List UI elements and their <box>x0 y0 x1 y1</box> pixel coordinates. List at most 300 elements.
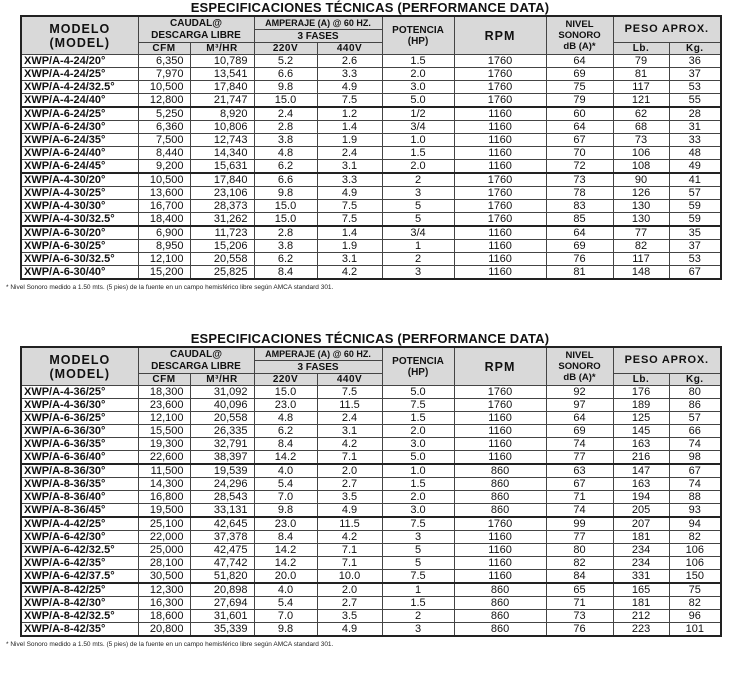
amp-440-cell: 1.4 <box>317 121 382 134</box>
lb-cell: 331 <box>613 570 669 584</box>
lb-cell: 189 <box>613 399 669 412</box>
model-cell: XWP/A-6-30/32.5° <box>21 253 138 266</box>
rpm-cell: 1160 <box>454 557 546 570</box>
hp-cell: 1.5 <box>382 55 454 68</box>
amp-220-cell: 6.2 <box>254 425 317 438</box>
lb-cell: 163 <box>613 438 669 451</box>
kg-cell: 37 <box>669 240 721 253</box>
header-caudal: CAUDAL@ <box>138 347 254 361</box>
kg-cell: 48 <box>669 147 721 160</box>
amp-220-cell: 15.0 <box>254 386 317 399</box>
amp-440-cell: 2.7 <box>317 597 382 610</box>
amp-220-cell: 6.6 <box>254 173 317 187</box>
model-cell: XWP/A-6-42/30° <box>21 531 138 544</box>
table-row <box>21 94 721 108</box>
cfm-cell: 25,000 <box>138 544 190 557</box>
hp-cell: 5 <box>382 200 454 213</box>
lb-cell: 81 <box>613 68 669 81</box>
model-cell: XWP/A-4-30/20° <box>21 173 138 187</box>
amp-220-cell: 23.0 <box>254 517 317 531</box>
m3hr-cell: 20,558 <box>190 253 254 266</box>
table-row <box>21 107 721 121</box>
header-220v: 220V <box>254 374 317 386</box>
hp-cell: 5 <box>382 213 454 227</box>
amp-220-cell: 9.8 <box>254 81 317 94</box>
cfm-cell: 28,100 <box>138 557 190 570</box>
m3hr-cell: 42,645 <box>190 517 254 531</box>
m3hr-cell: 23,106 <box>190 187 254 200</box>
m3hr-cell: 32,791 <box>190 438 254 451</box>
lb-cell: 73 <box>613 134 669 147</box>
rpm-cell: 1760 <box>454 94 546 108</box>
hp-cell: 1.5 <box>382 597 454 610</box>
lb-cell: 234 <box>613 544 669 557</box>
rpm-cell: 1160 <box>454 253 546 266</box>
hp-cell: 5.0 <box>382 451 454 465</box>
db-cell: 73 <box>546 610 613 623</box>
model-cell: XWP/A-6-24/40° <box>21 147 138 160</box>
amp-440-cell: 7.5 <box>317 200 382 213</box>
model-cell: XWP/A-8-36/40° <box>21 491 138 504</box>
hp-cell: 2 <box>382 173 454 187</box>
rpm-cell: 860 <box>454 464 546 478</box>
cfm-cell: 8,950 <box>138 240 190 253</box>
amp-440-cell: 4.9 <box>317 81 382 94</box>
m3hr-cell: 24,296 <box>190 478 254 491</box>
amp-440-cell: 7.1 <box>317 451 382 465</box>
amp-220-cell: 2.8 <box>254 226 317 240</box>
model-cell: XWP/A-6-36/35° <box>21 438 138 451</box>
model-cell: XWP/A-4-36/25° <box>21 386 138 399</box>
model-cell: XWP/A-8-36/30° <box>21 464 138 478</box>
table-row <box>21 464 721 478</box>
kg-cell: 96 <box>669 610 721 623</box>
lb-cell: 207 <box>613 517 669 531</box>
kg-cell: 82 <box>669 597 721 610</box>
hp-cell: 2.0 <box>382 425 454 438</box>
rpm-cell: 1760 <box>454 187 546 200</box>
model-cell: XWP/A-6-24/25° <box>21 107 138 121</box>
amp-220-cell: 3.8 <box>254 240 317 253</box>
header-m3hr: M³/HR <box>190 43 254 55</box>
amp-220-cell: 8.4 <box>254 531 317 544</box>
cfm-cell: 20,800 <box>138 623 190 637</box>
cfm-cell: 6,350 <box>138 55 190 68</box>
db-cell: 75 <box>546 81 613 94</box>
hp-cell: 2.0 <box>382 491 454 504</box>
amp-440-cell: 4.2 <box>317 438 382 451</box>
header-amperaje: AMPERAJE (A) @ 60 HZ. <box>254 347 382 361</box>
model-cell: XWP/A-4-24/25° <box>21 68 138 81</box>
rpm-cell: 1160 <box>454 438 546 451</box>
table-row <box>21 253 721 266</box>
rpm-cell: 1760 <box>454 200 546 213</box>
lb-cell: 121 <box>613 94 669 108</box>
table-row <box>21 544 721 557</box>
model-cell: XWP/A-8-42/32.5° <box>21 610 138 623</box>
m3hr-cell: 13,541 <box>190 68 254 81</box>
amp-440-cell: 3.5 <box>317 491 382 504</box>
kg-cell: 66 <box>669 425 721 438</box>
model-cell: XWP/A-6-42/32.5° <box>21 544 138 557</box>
cfm-cell: 6,900 <box>138 226 190 240</box>
db-cell: 74 <box>546 438 613 451</box>
rpm-cell: 1160 <box>454 121 546 134</box>
table-row <box>21 173 721 187</box>
model-cell: XWP/A-4-30/32.5° <box>21 213 138 227</box>
model-cell: XWP/A-8-42/25° <box>21 583 138 597</box>
cfm-cell: 10,500 <box>138 81 190 94</box>
db-cell: 97 <box>546 399 613 412</box>
hp-cell: 5.0 <box>382 94 454 108</box>
amp-220-cell: 20.0 <box>254 570 317 584</box>
table-row <box>21 478 721 491</box>
amp-220-cell: 4.8 <box>254 147 317 160</box>
rpm-cell: 860 <box>454 478 546 491</box>
m3hr-cell: 10,789 <box>190 55 254 68</box>
cfm-cell: 14,300 <box>138 478 190 491</box>
rpm-cell: 1160 <box>454 147 546 160</box>
db-cell: 69 <box>546 240 613 253</box>
rpm-cell: 1160 <box>454 226 546 240</box>
kg-cell: 101 <box>669 623 721 637</box>
rpm-cell: 1160 <box>454 107 546 121</box>
header-potencia: POTENCIA (HP) <box>382 16 454 55</box>
amp-440-cell: 7.5 <box>317 213 382 227</box>
hp-cell: 1.0 <box>382 464 454 478</box>
rpm-cell: 1160 <box>454 544 546 557</box>
amp-440-cell: 2.7 <box>317 478 382 491</box>
model-cell: XWP/A-4-30/30° <box>21 200 138 213</box>
amp-440-cell: 7.1 <box>317 557 382 570</box>
m3hr-cell: 26,335 <box>190 425 254 438</box>
db-cell: 81 <box>546 266 613 280</box>
amp-440-cell: 3.3 <box>317 68 382 81</box>
lb-cell: 117 <box>613 81 669 94</box>
section-title: ESPECIFICACIONES TÉCNICAS (PERFORMANCE DATA) <box>190 331 550 346</box>
db-cell: 79 <box>546 94 613 108</box>
hp-cell: 3 <box>382 187 454 200</box>
db-cell: 84 <box>546 570 613 584</box>
rpm-cell: 1760 <box>454 173 546 187</box>
m3hr-cell: 20,558 <box>190 412 254 425</box>
amp-220-cell: 7.0 <box>254 610 317 623</box>
cfm-cell: 12,800 <box>138 94 190 108</box>
kg-cell: 106 <box>669 557 721 570</box>
rpm-cell: 1760 <box>454 68 546 81</box>
amp-440-cell: 4.2 <box>317 531 382 544</box>
db-cell: 80 <box>546 544 613 557</box>
m3hr-cell: 31,092 <box>190 386 254 399</box>
rpm-cell: 1160 <box>454 266 546 280</box>
kg-cell: 80 <box>669 386 721 399</box>
m3hr-cell: 10,806 <box>190 121 254 134</box>
amp-220-cell: 6.6 <box>254 68 317 81</box>
amp-220-cell: 15.0 <box>254 200 317 213</box>
amp-440-cell: 2.0 <box>317 583 382 597</box>
db-cell: 69 <box>546 425 613 438</box>
lb-cell: 176 <box>613 386 669 399</box>
header-potencia: POTENCIA (HP) <box>382 347 454 386</box>
rpm-cell: 1160 <box>454 160 546 174</box>
m3hr-cell: 35,339 <box>190 623 254 637</box>
table-row <box>21 425 721 438</box>
kg-cell: 59 <box>669 213 721 227</box>
model-cell: XWP/A-8-36/45° <box>21 504 138 518</box>
db-cell: 65 <box>546 583 613 597</box>
db-cell: 76 <box>546 253 613 266</box>
m3hr-cell: 17,840 <box>190 173 254 187</box>
model-cell: XWP/A-8-36/35° <box>21 478 138 491</box>
amp-440-cell: 4.2 <box>317 266 382 280</box>
header-220v: 220V <box>254 43 317 55</box>
cfm-cell: 12,100 <box>138 412 190 425</box>
lb-cell: 165 <box>613 583 669 597</box>
cfm-cell: 25,100 <box>138 517 190 531</box>
amp-440-cell: 10.0 <box>317 570 382 584</box>
header-440v: 440V <box>317 43 382 55</box>
table-row <box>21 160 721 174</box>
cfm-cell: 7,970 <box>138 68 190 81</box>
amp-440-cell: 4.9 <box>317 504 382 518</box>
spec-table <box>20 15 722 280</box>
m3hr-cell: 8,920 <box>190 107 254 121</box>
footnote: * Nivel Sonoro medido a 1.50 mts. (5 pies) de la fuente en un campo hemisférico libre según AMCA standard 301. <box>6 284 334 291</box>
db-cell: 71 <box>546 491 613 504</box>
kg-cell: 98 <box>669 451 721 465</box>
rpm-cell: 1760 <box>454 55 546 68</box>
table-row <box>21 491 721 504</box>
model-cell: XWP/A-6-24/30° <box>21 121 138 134</box>
m3hr-cell: 14,340 <box>190 147 254 160</box>
model-cell: XWP/A-6-36/40° <box>21 451 138 465</box>
amp-220-cell: 4.8 <box>254 412 317 425</box>
model-cell: XWP/A-4-30/25° <box>21 187 138 200</box>
db-cell: 71 <box>546 597 613 610</box>
hp-cell: 2.0 <box>382 160 454 174</box>
cfm-cell: 10,500 <box>138 173 190 187</box>
lb-cell: 82 <box>613 240 669 253</box>
table-row <box>21 531 721 544</box>
header-lb: Lb. <box>613 43 669 55</box>
rpm-cell: 1760 <box>454 399 546 412</box>
hp-cell: 1/2 <box>382 107 454 121</box>
m3hr-cell: 40,096 <box>190 399 254 412</box>
amp-220-cell: 5.4 <box>254 597 317 610</box>
spec-section-2 <box>6 331 720 649</box>
m3hr-cell: 31,601 <box>190 610 254 623</box>
m3hr-cell: 28,543 <box>190 491 254 504</box>
db-cell: 60 <box>546 107 613 121</box>
lb-cell: 126 <box>613 187 669 200</box>
lb-cell: 181 <box>613 531 669 544</box>
cfm-cell: 16,800 <box>138 491 190 504</box>
hp-cell: 1.5 <box>382 147 454 160</box>
hp-cell: 3 <box>382 266 454 280</box>
cfm-cell: 19,500 <box>138 504 190 518</box>
hp-cell: 7.5 <box>382 399 454 412</box>
amp-440-cell: 7.5 <box>317 94 382 108</box>
header-rpm: RPM <box>454 347 546 386</box>
amp-440-cell: 3.1 <box>317 160 382 174</box>
cfm-cell: 11,500 <box>138 464 190 478</box>
header-amperaje: AMPERAJE (A) @ 60 HZ. <box>254 16 382 30</box>
db-cell: 85 <box>546 213 613 227</box>
kg-cell: 67 <box>669 464 721 478</box>
amp-220-cell: 2.4 <box>254 107 317 121</box>
model-cell: XWP/A-6-30/25° <box>21 240 138 253</box>
cfm-cell: 22,000 <box>138 531 190 544</box>
amp-220-cell: 23.0 <box>254 399 317 412</box>
kg-cell: 53 <box>669 253 721 266</box>
kg-cell: 53 <box>669 81 721 94</box>
amp-440-cell: 1.9 <box>317 240 382 253</box>
rpm-cell: 1760 <box>454 517 546 531</box>
kg-cell: 59 <box>669 200 721 213</box>
hp-cell: 5 <box>382 557 454 570</box>
hp-cell: 1.0 <box>382 134 454 147</box>
lb-cell: 194 <box>613 491 669 504</box>
lb-cell: 108 <box>613 160 669 174</box>
spec-table <box>20 346 722 637</box>
kg-cell: 35 <box>669 226 721 240</box>
lb-cell: 234 <box>613 557 669 570</box>
model-cell: XWP/A-4-24/32.5° <box>21 81 138 94</box>
lb-cell: 212 <box>613 610 669 623</box>
hp-cell: 5.0 <box>382 386 454 399</box>
m3hr-cell: 47,742 <box>190 557 254 570</box>
hp-cell: 7.5 <box>382 570 454 584</box>
kg-cell: 41 <box>669 173 721 187</box>
lb-cell: 90 <box>613 173 669 187</box>
table-row <box>21 623 721 637</box>
db-cell: 74 <box>546 504 613 518</box>
db-cell: 73 <box>546 173 613 187</box>
hp-cell: 3.0 <box>382 438 454 451</box>
cfm-cell: 16,300 <box>138 597 190 610</box>
m3hr-cell: 31,262 <box>190 213 254 227</box>
amp-220-cell: 5.4 <box>254 478 317 491</box>
amp-440-cell: 3.5 <box>317 610 382 623</box>
spec-section-1 <box>6 0 720 292</box>
kg-cell: 49 <box>669 160 721 174</box>
cfm-cell: 7,500 <box>138 134 190 147</box>
kg-cell: 93 <box>669 504 721 518</box>
table-row <box>21 451 721 465</box>
header-cfm: CFM <box>138 374 190 386</box>
amp-440-cell: 3.1 <box>317 425 382 438</box>
hp-cell: 3/4 <box>382 226 454 240</box>
m3hr-cell: 17,840 <box>190 81 254 94</box>
rpm-cell: 1160 <box>454 425 546 438</box>
kg-cell: 36 <box>669 55 721 68</box>
rpm-cell: 1160 <box>454 531 546 544</box>
header-peso: PESO APROX. <box>613 347 721 374</box>
kg-cell: 57 <box>669 187 721 200</box>
header-descarga: DESCARGA LIBRE <box>138 30 254 43</box>
table-row <box>21 68 721 81</box>
db-cell: 64 <box>546 226 613 240</box>
amp-220-cell: 6.2 <box>254 160 317 174</box>
amp-440-cell: 7.5 <box>317 386 382 399</box>
amp-440-cell: 3.1 <box>317 253 382 266</box>
header-model: MODELO (MODEL) <box>21 347 138 386</box>
hp-cell: 3 <box>382 623 454 637</box>
amp-440-cell: 1.4 <box>317 226 382 240</box>
header-fases: 3 FASES <box>254 30 382 43</box>
m3hr-cell: 38,397 <box>190 451 254 465</box>
table-row <box>21 610 721 623</box>
rpm-cell: 860 <box>454 623 546 637</box>
kg-cell: 28 <box>669 107 721 121</box>
kg-cell: 57 <box>669 412 721 425</box>
db-cell: 67 <box>546 134 613 147</box>
table-row <box>21 517 721 531</box>
table-row <box>21 121 721 134</box>
m3hr-cell: 33,131 <box>190 504 254 518</box>
kg-cell: 31 <box>669 121 721 134</box>
m3hr-cell: 15,206 <box>190 240 254 253</box>
lb-cell: 130 <box>613 200 669 213</box>
cfm-cell: 18,400 <box>138 213 190 227</box>
header-descarga: DESCARGA LIBRE <box>138 361 254 374</box>
amp-220-cell: 14.2 <box>254 557 317 570</box>
hp-cell: 1 <box>382 240 454 253</box>
footnote: * Nivel Sonoro medido a 1.50 mts. (5 pies) de la fuente en un campo hemisférico libre según AMCA standard 301. <box>6 641 334 648</box>
header-440v: 440V <box>317 374 382 386</box>
kg-cell: 55 <box>669 94 721 108</box>
model-cell: XWP/A-6-24/45° <box>21 160 138 174</box>
m3hr-cell: 37,378 <box>190 531 254 544</box>
hp-cell: 1.5 <box>382 478 454 491</box>
amp-440-cell: 1.2 <box>317 107 382 121</box>
hp-cell: 3/4 <box>382 121 454 134</box>
table-row <box>21 583 721 597</box>
model-cell: XWP/A-4-24/40° <box>21 94 138 108</box>
table-row <box>21 81 721 94</box>
table-row <box>21 147 721 160</box>
rpm-cell: 1160 <box>454 134 546 147</box>
kg-cell: 88 <box>669 491 721 504</box>
lb-cell: 125 <box>613 412 669 425</box>
model-cell: XWP/A-6-30/20° <box>21 226 138 240</box>
table-row <box>21 399 721 412</box>
m3hr-cell: 11,723 <box>190 226 254 240</box>
kg-cell: 74 <box>669 478 721 491</box>
kg-cell: 37 <box>669 68 721 81</box>
rpm-cell: 860 <box>454 583 546 597</box>
table-row <box>21 266 721 280</box>
table-row <box>21 226 721 240</box>
header-rpm: RPM <box>454 16 546 55</box>
cfm-cell: 6,360 <box>138 121 190 134</box>
amp-440-cell: 2.4 <box>317 147 382 160</box>
m3hr-cell: 27,694 <box>190 597 254 610</box>
model-cell: XWP/A-6-42/37.5° <box>21 570 138 584</box>
lb-cell: 223 <box>613 623 669 637</box>
cfm-cell: 22,600 <box>138 451 190 465</box>
cfm-cell: 15,200 <box>138 266 190 280</box>
kg-cell: 94 <box>669 517 721 531</box>
cfm-cell: 5,250 <box>138 107 190 121</box>
db-cell: 64 <box>546 412 613 425</box>
m3hr-cell: 28,373 <box>190 200 254 213</box>
kg-cell: 75 <box>669 583 721 597</box>
m3hr-cell: 15,631 <box>190 160 254 174</box>
table-row <box>21 187 721 200</box>
table-row <box>21 438 721 451</box>
kg-cell: 106 <box>669 544 721 557</box>
